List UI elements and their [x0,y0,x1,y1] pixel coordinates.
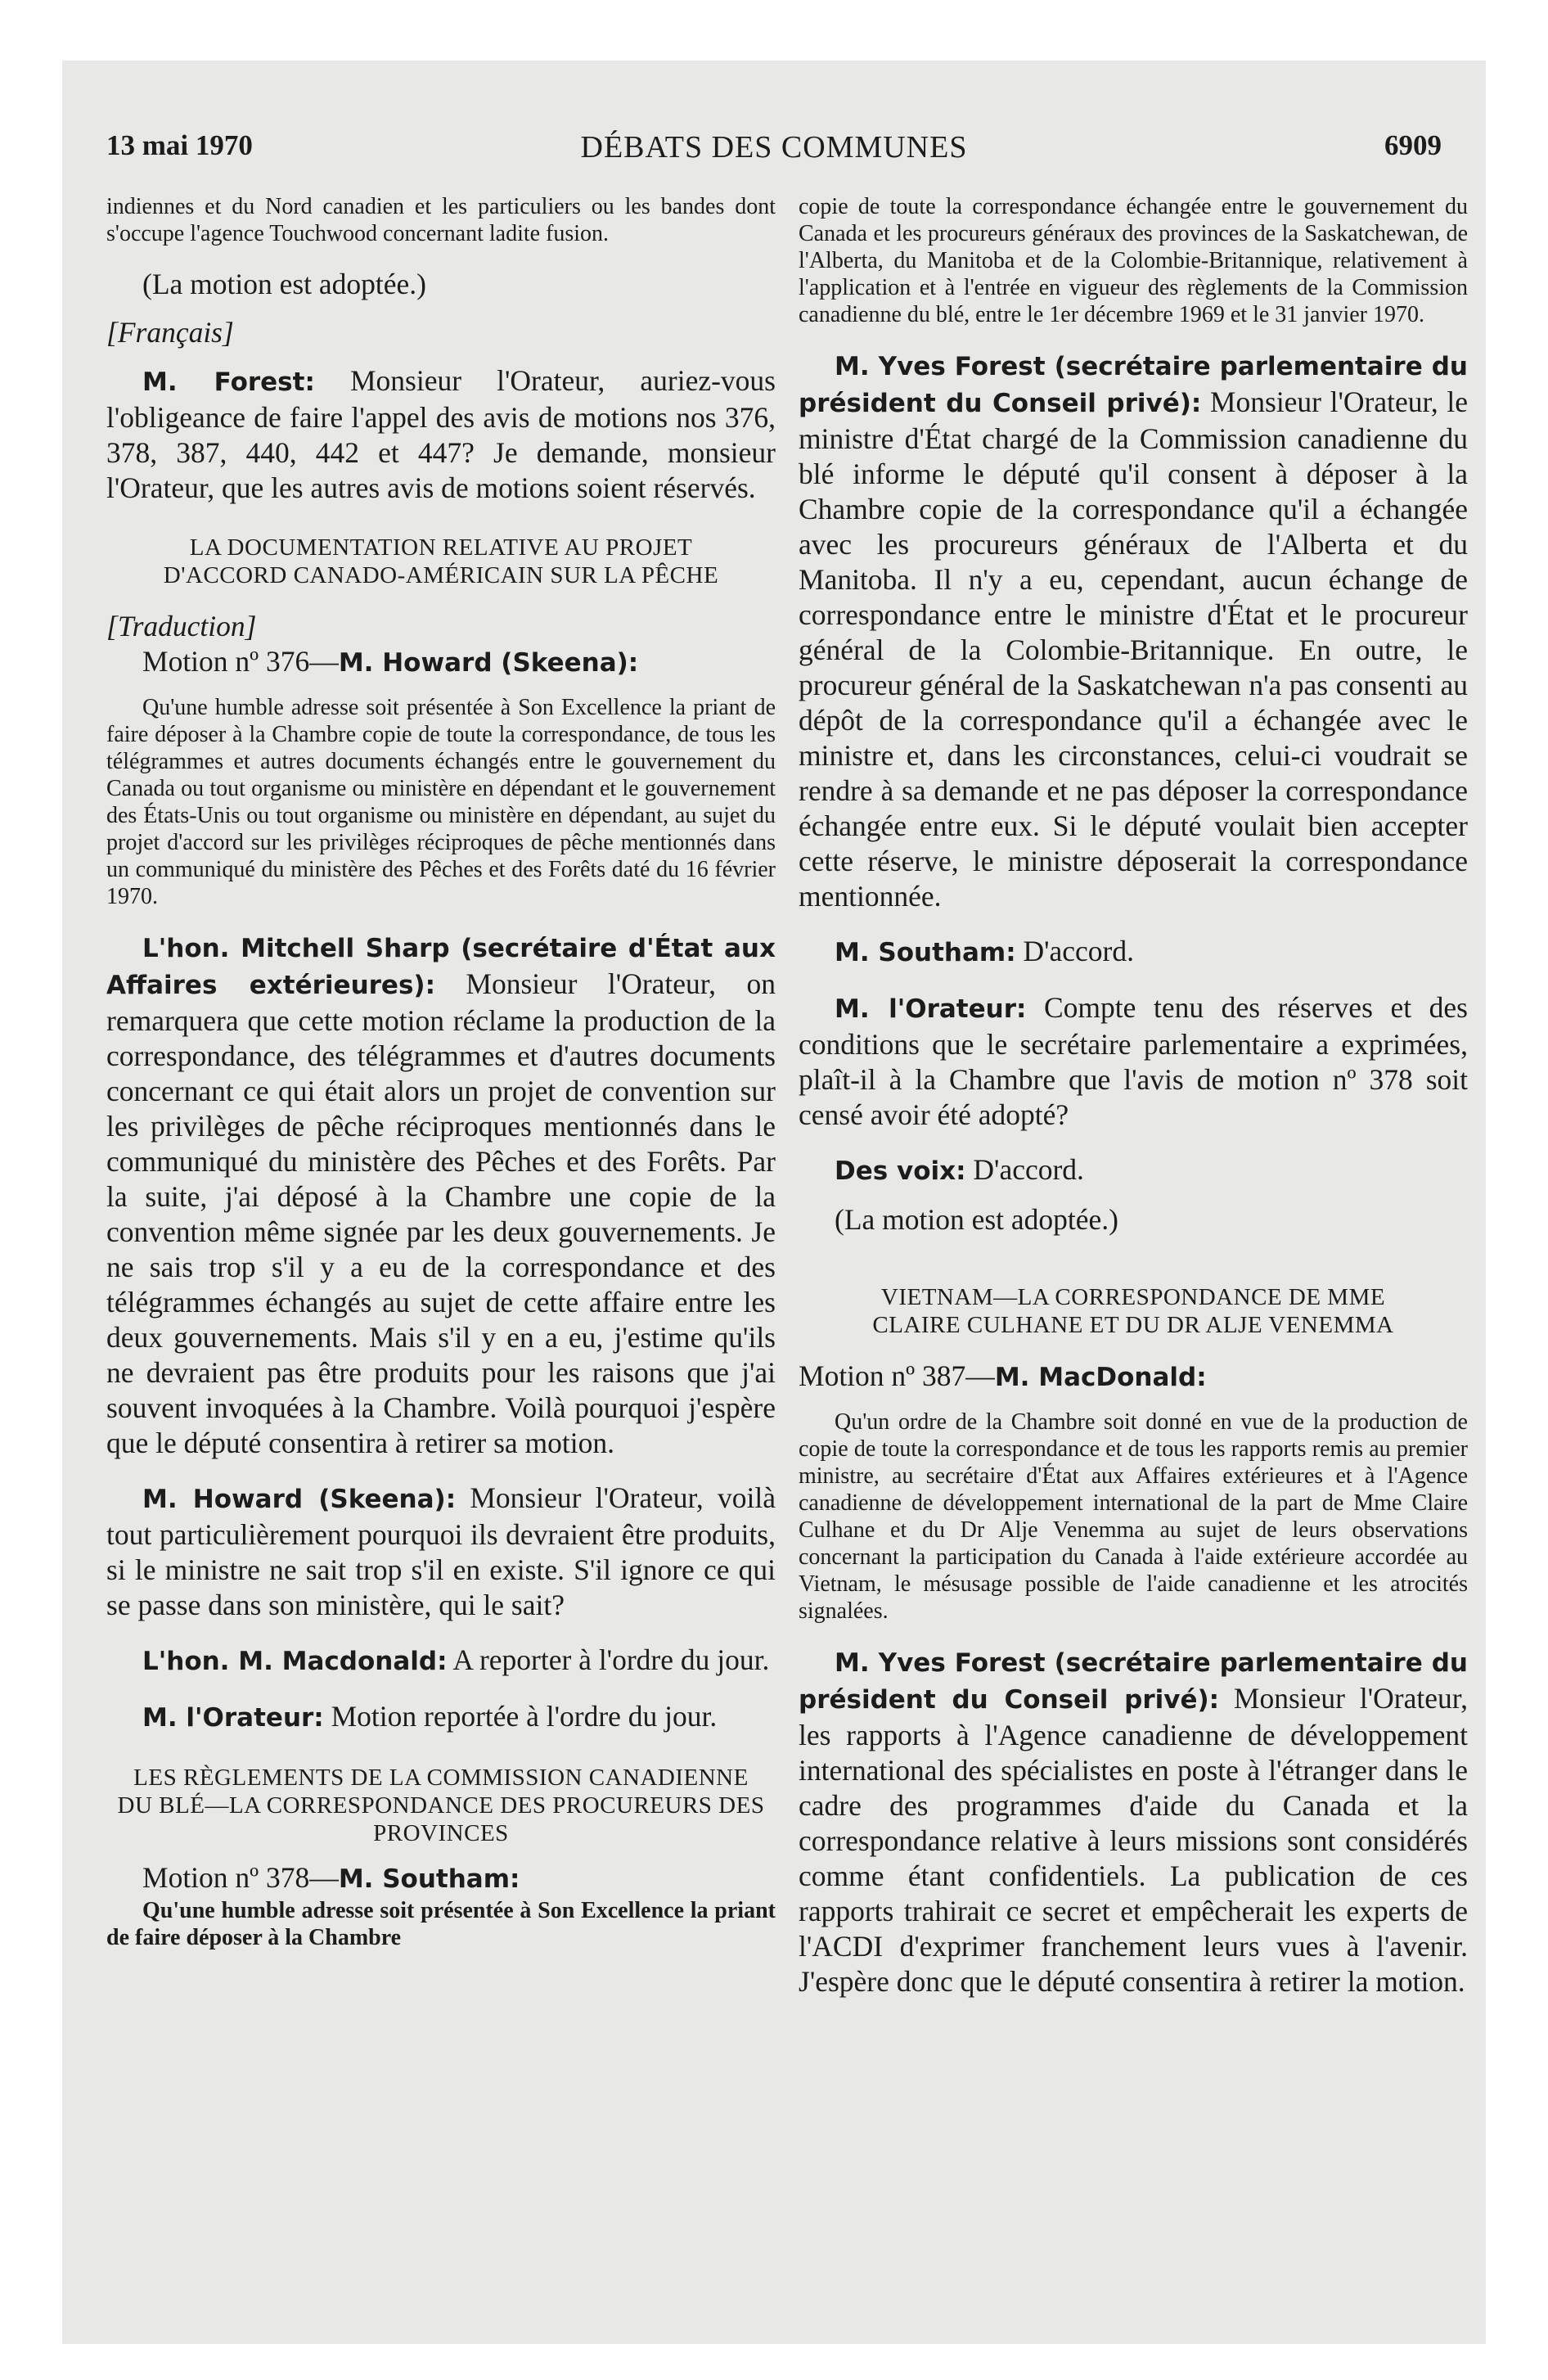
speech-text: Compte tenu des réserves et des conditions que le secrétaire parlementaire a exprimées, plaît-il à la Chambre que l'avis de motion nº 378 soit censé avoir été adopté? [799,991,1468,1131]
right-column [799,193,1468,1999]
speaker-name: M. Yves Forest (secrétaire parlementaire du président du Conseil privé): [799,352,1468,418]
speech-paragraph [799,348,1468,914]
section-heading: LES RÈGLEMENTS DE LA COMMISSION CANADIENNE DU BLÉ—LA CORRESPONDANCE DES PROCUREURS DES PROVINCES [117,1765,765,1846]
speaker-name: Des voix: [835,1156,966,1186]
section-heading: LA DOCUMENTATION RELATIVE AU PROJET D'ACCORD CANADO-AMÉRICAIN SUR LA PÊCHE [163,534,719,588]
speech-text: Motion reportée à l'ordre du jour. [323,1700,718,1733]
language-marker: [Traduction] [106,610,257,642]
speech-text: A reporter à l'ordre du jour. [447,1643,770,1676]
header-date: 13 mai 1970 [106,129,253,161]
speech-paragraph [799,934,1468,971]
speech-paragraph [106,1481,776,1623]
page-number: 6909 [1384,129,1442,161]
motion-mover: M. Southam: [338,1864,520,1894]
speech-paragraph [799,990,1468,1133]
speaker-name: M. Yves Forest (secrétaire parlementaire du président du Conseil privé): [799,1648,1468,1715]
speech-text: Monsieur l'Orateur, les rapports à l'Agence canadienne de développement international des spécialistes en poste à l'étranger dans le cadre des programmes d'aide du Canada et la correspondance relative à leurs missions sont considérés comme étant confidentiels. La publication de ces rapports trahirait ce secret et empêcherait les experts de l'ACDI d'exprimer franchement leurs vues à l'avenir. J'espère donc que le député consentira à retirer la motion. [799,1682,1468,1998]
motion-number: Motion nº 376— [142,645,339,678]
speech-paragraph [106,1643,776,1679]
speech-text: Monsieur l'Orateur, voilà tout particulièrement pourquoi ils devraient être produits, si le ministre ne sait trop s'il en existe. S'il ignore ce qui se passe dans son ministère, qui le sait? [106,1481,776,1621]
motion-result: (La motion est adoptée.) [142,268,426,300]
speech-text: Monsieur l'Orateur, le ministre d'État chargé de la Commission canadienne du blé informe le député qu'il consent à déposer à la Chambre copie de la correspondance qu'il a échangée avec les procureurs généraux de l'Alberta et du Manitoba. Il n'y a eu, cependant, aucun échange de correspondance entre le ministre d'État et le procureur général de la Colombie-Britannique. En outre, le procureur général de la Saskatchewan n'a pas consenti au dépôt de la correspondance qu'il a échangée avec le ministre et, dans les circonstances, celui-ci voudrait se rendre à sa demande et ne pas déposer la correspondance échangée entre eux. Si le député voulait bien accepter cette réserve, le ministre déposerait la correspondance mentionnée. [799,385,1468,913]
language-marker: [Français] [106,316,234,349]
speech-paragraph [799,1152,1468,1189]
speech-text: D'accord. [965,1153,1084,1186]
page-sheet [62,61,1486,2344]
motion-mover: M. Howard (Skeena): [338,648,639,678]
speaker-name: M. l'Orateur: [835,994,1027,1024]
motion-text: Qu'une humble adresse soit présentée à Son Excellence la priant de faire déposer à la Chambre [106,1898,776,1950]
motion-line [799,1359,1468,1395]
speech-paragraph [106,930,776,1461]
speech-paragraph [799,1644,1468,1999]
left-column [106,193,776,1951]
speech-text: Monsieur l'Orateur, on remarquera que cette motion réclame la production de la correspondance, des télégrammes et d'autres documents concernant ce qui était alors un projet de convention sur les privilèges de pêche réciproques mentionnés dans le communiqué du ministère des Pêches et des Forêts. Par la suite, j'ai déposé à la Chambre une copie de la convention même signée par les deux gouvernements. Je ne sais trop s'il y a eu de la correspondance et des télégrammes échangés au sujet de cette affaire entre les deux gouvernements. Mais s'il y en a eu, j'estime qu'ils ne devraient pas être produits pour les raisons que j'ai souvent invoquées à la Chambre. Voilà pourquoi j'espère que le député consentira à retirer sa motion. [106,967,776,1459]
speaker-name: M. l'Orateur: [142,1703,324,1733]
motion-mover: M. MacDonald: [994,1363,1207,1392]
speaker-name: M. Howard (Skeena): [142,1485,457,1514]
motion-result: (La motion est adoptée.) [835,1203,1118,1236]
speech-paragraph [106,363,776,506]
speaker-name: L'hon. Mitchell Sharp (secrétaire d'État aux Affaires extérieures): [106,934,776,1000]
speaker-name: M. Southam: [835,938,1016,967]
motion-text: Qu'une humble adresse soit présentée à Son Excellence la priant de faire déposer à la Chambre copie de toute la correspondance, de tous les télégrammes et autres documents échangés entre le gouvernement du Canada ou tout organisme ou ministère en dépendant et le gouvernement des États-Unis ou tout organisme ou ministère en dépendant, au sujet du projet d'accord sur les privilèges réciproques de pêche mentionnés dans un communiqué du ministère des Pêches et des Forêts daté du 16 février 1970. [106,695,776,909]
motion-line [106,1860,776,1897]
speech-paragraph [106,1699,776,1736]
motion-number: Motion nº 378— [142,1861,339,1894]
motion-line [106,644,776,681]
motion-text-continued: copie de toute la correspondance échangée entre le gouvernement du Canada et les procureurs généraux des provinces de la Saskatchewan, de l'Alberta, du Manitoba et de la Colombie-Britannique, relativement à l'application et à l'entrée en vigueur des règlements de la Commission canadienne du blé, entre le 1er décembre 1969 et le 31 janvier 1970. [799,194,1468,327]
speech-text: Monsieur l'Orateur, auriez-vous l'obligeance de faire l'appel des avis de motions nos 376, 378, 387, 440, 442 et 447? Je demande, monsieur l'Orateur, que les autres avis de motions soient réservés. [106,364,776,504]
speaker-name: L'hon. M. Macdonald: [142,1647,448,1676]
header-title: DÉBATS DES COMMUNES [580,130,968,165]
motion-number: Motion nº 387— [799,1359,995,1392]
paragraph: indiennes et du Nord canadien et les particuliers ou les bandes dont s'occupe l'agence Touchwood concernant ladite fusion. [106,194,776,246]
speech-text: D'accord. [1015,935,1134,967]
speaker-name: M. Forest: [142,367,315,397]
motion-text: Qu'un ordre de la Chambre soit donné en vue de la production de copie de toute la correspondance et de tous les rapports remis au premier ministre, au secrétaire d'État aux Affaires extérieures et à l'Agence canadienne de développement international de la part de Mme Claire Culhane et du Dr Alje Venemma au sujet de leurs observations concernant la participation du Canada à l'aide extérieure accordée au Vietnam, le mésusage possible de l'aide canadienne et les atrocités signalées. [799,1409,1468,1624]
page-header [106,129,1442,165]
section-heading: VIETNAM—LA CORRESPONDANCE DE MME CLAIRE CULHANE ET DU DR ALJE VENEMMA [872,1284,1394,1338]
